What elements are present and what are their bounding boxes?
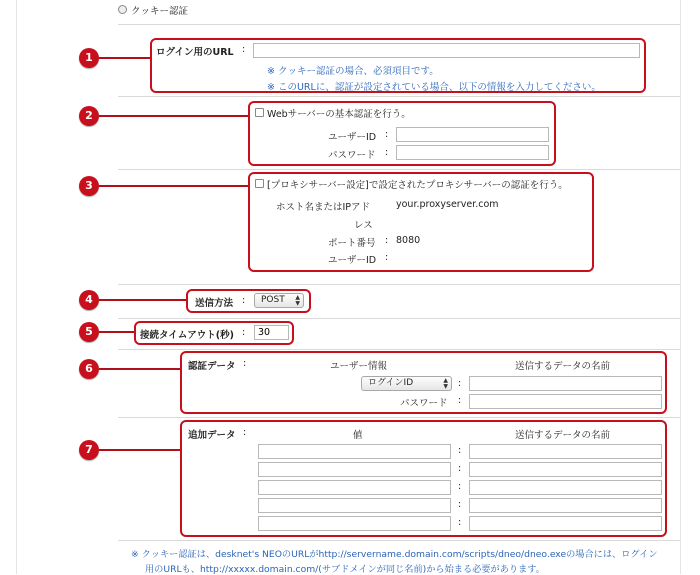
footer-note-line1: ※ クッキー認証は、desknet's NEOのURLがhttp://servername.domain.com/scripts/dneo/dneo.exeの場合には、ログイン (131, 549, 658, 560)
marker-7: 7 (79, 440, 99, 460)
auth-data-colon: : (243, 358, 247, 369)
auth-data-label: 認証データ (188, 361, 236, 372)
marker-5: 5 (79, 322, 99, 342)
proxy-host-label-cont: レス (354, 220, 373, 231)
proxy-user-id-label: ユーザーID (328, 255, 377, 266)
login-url-note-required: ※ クッキー認証の場合、必須項目です。 (267, 66, 439, 77)
auth-password-label: パスワード (400, 398, 448, 409)
divider (118, 284, 680, 285)
divider (118, 96, 680, 97)
connector-1 (99, 57, 151, 59)
proxy-host-label: ホスト名またはIPアド (276, 202, 371, 213)
extra-colon-2: : (458, 463, 462, 474)
extra-name-input-2[interactable] (469, 462, 662, 477)
timeout-input[interactable] (254, 325, 289, 340)
extra-colon-5: : (458, 517, 462, 528)
connector-3 (99, 185, 249, 187)
footer-note-line2: 用のURLも、http://xxxxx.domain.com/(サブドメインが同じ名前)から始まる必要があります。 (145, 564, 545, 575)
web-basic-auth-checkbox[interactable] (255, 108, 264, 117)
select-arrows-icon: ▲ ▼ (443, 377, 448, 390)
web-user-id-input[interactable] (396, 127, 549, 142)
send-method-colon: : (242, 295, 246, 306)
connector-6 (99, 368, 181, 370)
marker-1: 1 (79, 48, 99, 68)
marker-2: 2 (79, 106, 99, 126)
send-method-label: 送信方法 (195, 298, 234, 309)
connector-7 (99, 449, 181, 451)
login-id-value: ログインID (368, 378, 414, 388)
timeout-colon: : (242, 327, 246, 338)
extra-data-colon: : (243, 427, 247, 438)
marker-4: 4 (79, 290, 99, 310)
web-password-colon: : (385, 147, 389, 158)
extra-colon-1: : (458, 445, 462, 456)
extra-name-input-4[interactable] (469, 498, 662, 513)
extra-colon-4: : (458, 499, 462, 510)
login-url-note-auth: ※ このURLに、認証が設定されている場合、以下の情報を入力してください。 (267, 82, 601, 93)
marker-6: 6 (79, 359, 99, 379)
left-panel-border (16, 0, 17, 574)
connector-5 (99, 331, 135, 333)
auth-colon-row2: : (458, 395, 462, 406)
proxy-auth-label: [プロキシサーバー設定]で設定されたプロキシサーバーの認証を行う。 (267, 180, 568, 191)
select-arrows-icon: ▲ ▼ (295, 294, 300, 307)
extra-name-input-3[interactable] (469, 480, 662, 495)
login-url-colon: : (242, 44, 246, 55)
marker-3: 3 (79, 176, 99, 196)
web-password-input[interactable] (396, 145, 549, 160)
login-url-input[interactable] (253, 43, 640, 58)
proxy-auth-checkbox[interactable] (255, 179, 264, 188)
extra-value-input-5[interactable] (258, 516, 451, 531)
extra-value-input-2[interactable] (258, 462, 451, 477)
extra-name-input-5[interactable] (469, 516, 662, 531)
connector-4 (99, 299, 187, 301)
auth-col-user-info: ユーザー情報 (330, 361, 388, 372)
divider (118, 318, 680, 319)
right-panel-border (680, 0, 681, 574)
auth-col-send-name: 送信するデータの名前 (515, 361, 611, 372)
extra-value-input-1[interactable] (258, 444, 451, 459)
divider (118, 540, 680, 541)
divider (118, 169, 680, 170)
proxy-host-value: your.proxyserver.com (396, 199, 499, 210)
login-url-label: ログイン用のURL (156, 47, 234, 58)
web-user-id-colon: : (385, 129, 389, 140)
cookie-auth-label: クッキー認証 (131, 6, 189, 17)
web-password-label: パスワード (328, 150, 376, 161)
web-basic-auth-label: Webサーバーの基本認証を行う。 (267, 109, 411, 120)
extra-col-value: 値 (353, 430, 363, 441)
send-method-value: POST (261, 295, 285, 305)
extra-value-input-4[interactable] (258, 498, 451, 513)
proxy-user-id-colon: : (385, 252, 389, 263)
extra-col-send-name: 送信するデータの名前 (515, 430, 611, 441)
proxy-port-value: 8080 (396, 235, 421, 246)
send-method-select[interactable] (254, 293, 304, 308)
extra-value-input-3[interactable] (258, 480, 451, 495)
divider (118, 417, 680, 418)
extra-colon-3: : (458, 481, 462, 492)
auth-login-id-name-input[interactable] (469, 376, 662, 391)
auth-password-name-input[interactable] (469, 394, 662, 409)
cookie-auth-radio[interactable] (118, 5, 127, 14)
proxy-port-colon: : (385, 235, 389, 246)
divider (118, 349, 680, 350)
login-id-select[interactable] (361, 376, 452, 391)
web-user-id-label: ユーザーID (328, 132, 377, 143)
auth-colon-row1: : (458, 378, 462, 389)
timeout-label: 接続タイムアウト(秒) (140, 330, 234, 341)
divider (118, 24, 680, 25)
connector-2 (99, 115, 249, 117)
extra-data-label: 追加データ (188, 430, 236, 441)
extra-name-input-1[interactable] (469, 444, 662, 459)
proxy-port-label: ポート番号 (328, 238, 376, 249)
